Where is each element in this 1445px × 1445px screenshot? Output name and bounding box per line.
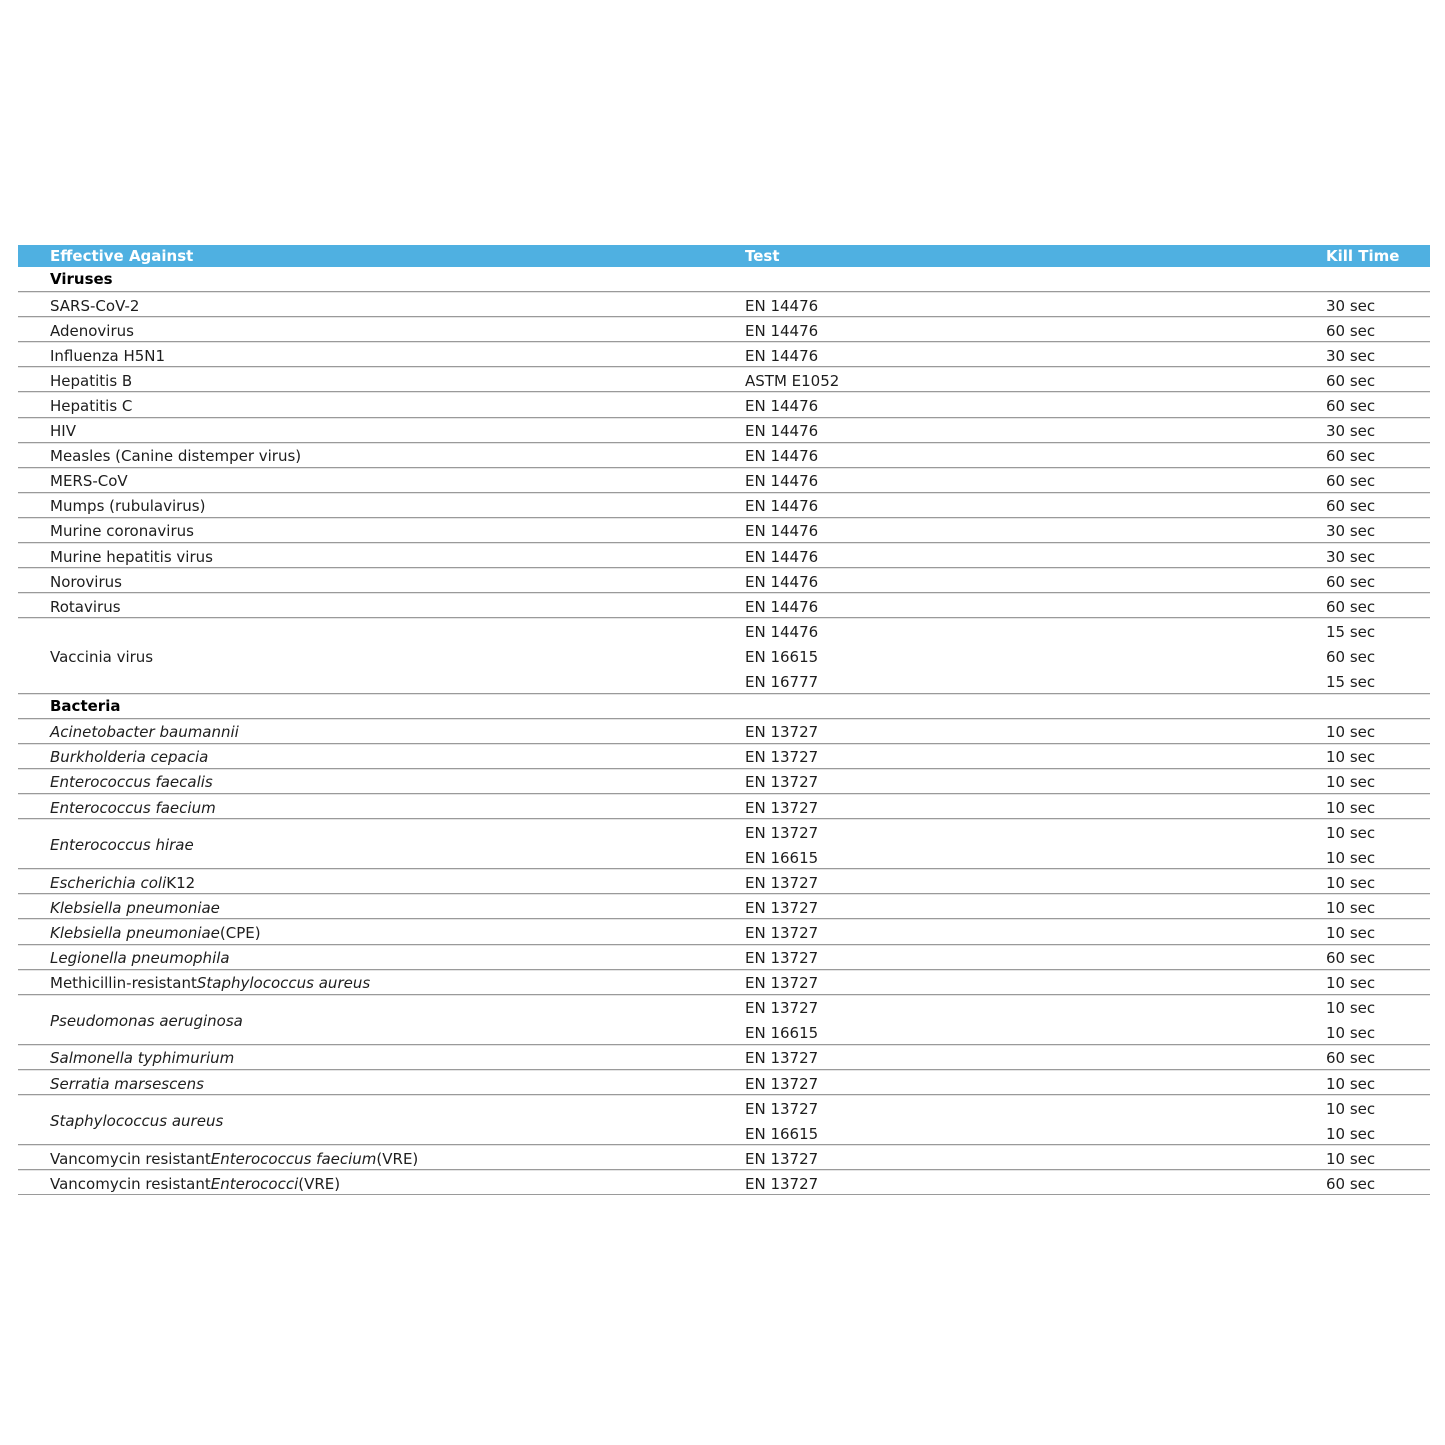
organism-name	[18, 996, 745, 1046]
organism-name-italic-part: Enterococcus faecalis	[50, 773, 213, 792]
organism-name-regular-part: (VRE)	[376, 1149, 419, 1168]
test-cell	[745, 720, 1326, 745]
test-cell	[745, 795, 1326, 820]
organism-name-regular-part: Norovirus	[50, 572, 122, 591]
kill-time-cell	[1326, 469, 1430, 494]
kill-time-cell	[1326, 720, 1430, 745]
kill-time: 60 sec	[1326, 1049, 1376, 1068]
table-row	[18, 543, 1430, 568]
kill-time-cell	[1326, 1171, 1430, 1196]
test-cell	[745, 1046, 1326, 1071]
table-row	[18, 869, 1430, 894]
kill-time: 10 sec	[1326, 999, 1376, 1018]
organism-name	[18, 870, 745, 895]
kill-time: 30 sec	[1326, 422, 1376, 441]
organism-name-regular-part: Vancomycin resistant	[50, 1149, 211, 1168]
test-cell	[745, 920, 1326, 945]
table-row	[18, 794, 1430, 819]
test-standard: EN 13727	[745, 723, 819, 742]
kill-time-cell	[1326, 795, 1430, 820]
table-row	[18, 1095, 1430, 1145]
kill-time: 10 sec	[1326, 873, 1376, 892]
kill-time: 60 sec	[1326, 949, 1376, 968]
table-row	[18, 919, 1430, 944]
test-cell	[745, 619, 1326, 694]
kill-time-cell	[1326, 1071, 1430, 1096]
organism-name	[18, 569, 745, 594]
test-standard: EN 13727	[745, 898, 819, 917]
kill-time: 10 sec	[1326, 798, 1376, 817]
kill-time-cell	[1326, 444, 1430, 469]
table-row	[18, 342, 1430, 367]
organism-name-italic-part: Enterococci	[210, 1174, 299, 1193]
organism-name-italic-part: Enterococcus faecium	[50, 798, 216, 817]
kill-time-cell	[1326, 293, 1430, 318]
organism-name	[18, 619, 745, 694]
test-cell	[745, 343, 1326, 368]
kill-time-cell	[1326, 946, 1430, 971]
table-row	[18, 1045, 1430, 1070]
kill-time: 60 sec	[1326, 321, 1376, 340]
organism-name-regular-part: HIV	[50, 422, 76, 441]
test-cell	[745, 494, 1326, 519]
kill-time-cell	[1326, 996, 1430, 1046]
organism-name	[18, 444, 745, 469]
test-cell	[745, 1071, 1326, 1096]
table-body	[18, 267, 1430, 1195]
organism-name	[18, 544, 745, 569]
organism-name	[18, 469, 745, 494]
organism-name-regular-part: MERS-CoV	[50, 472, 128, 491]
table-row	[18, 468, 1430, 493]
table-row	[18, 1170, 1430, 1195]
kill-time: 60 sec	[1326, 647, 1376, 666]
table-row	[18, 1070, 1430, 1095]
organism-name	[18, 419, 745, 444]
organism-name	[18, 594, 745, 619]
kill-time-cell	[1326, 318, 1430, 343]
kill-time-cell	[1326, 393, 1430, 418]
kill-time: 60 sec	[1326, 597, 1376, 616]
test-standard: EN 13727	[745, 974, 819, 993]
column-header-kill-time: Kill Time	[1326, 247, 1400, 265]
test-standard: EN 13727	[745, 924, 819, 942]
kill-time: 10 sec	[1326, 898, 1376, 917]
organism-name-italic-part: Enterococcus faecium	[210, 1149, 377, 1168]
organism-name-regular-part: Hepatitis B	[50, 371, 133, 390]
test-standard: EN 16615	[745, 647, 819, 666]
kill-time-cell	[1326, 920, 1430, 945]
kill-time: 60 sec	[1326, 447, 1376, 466]
test-cell	[745, 293, 1326, 318]
test-standard: EN 13727	[745, 773, 819, 792]
section-title: Viruses	[50, 270, 113, 289]
test-standard: EN 14476	[745, 472, 819, 491]
table-row	[18, 443, 1430, 468]
organism-name-italic-part: Serratia marsescens	[50, 1074, 204, 1093]
organism-name	[18, 745, 745, 770]
organism-name-italic-part: Enterococcus hirae	[50, 836, 194, 855]
organism-name-italic-part: Escherichia coli	[50, 873, 167, 892]
test-cell	[745, 1096, 1326, 1146]
kill-time: 30 sec	[1326, 346, 1376, 365]
test-standard: EN 16777	[745, 673, 819, 692]
kill-time-cell	[1326, 1096, 1430, 1146]
column-header-test: Test	[745, 247, 780, 265]
organism-name-regular-part: Hepatitis C	[50, 397, 133, 416]
kill-time: 10 sec	[1326, 974, 1376, 993]
kill-time-cell	[1326, 820, 1430, 870]
test-standard: EN 14476	[745, 547, 819, 566]
table-row	[18, 367, 1430, 392]
kill-time: 30 sec	[1326, 547, 1376, 566]
table-row	[18, 744, 1430, 769]
kill-time-cell	[1326, 519, 1430, 544]
test-standard: EN 13727	[745, 798, 819, 817]
kill-time: 10 sec	[1326, 1124, 1376, 1143]
kill-time-cell	[1326, 569, 1430, 594]
table-row	[18, 894, 1430, 919]
table-row	[18, 769, 1430, 794]
kill-time: 60 sec	[1326, 572, 1376, 591]
kill-time: 60 sec	[1326, 397, 1376, 416]
table-row	[18, 493, 1430, 518]
test-cell	[745, 1171, 1326, 1196]
test-cell	[745, 368, 1326, 393]
organism-name	[18, 946, 745, 971]
organism-name	[18, 1171, 745, 1196]
table-row	[18, 719, 1430, 744]
test-standard: ASTM E1052	[745, 371, 840, 390]
test-cell	[745, 569, 1326, 594]
organism-name-italic-part: Klebsiella pneumoniae	[50, 924, 220, 942]
test-standard: EN 13727	[745, 1149, 819, 1168]
test-cell	[745, 594, 1326, 619]
table-row	[18, 317, 1430, 342]
table-row	[18, 518, 1430, 543]
kill-time-cell	[1326, 971, 1430, 996]
test-cell	[745, 544, 1326, 569]
test-cell	[745, 971, 1326, 996]
test-standard: EN 14476	[745, 422, 819, 441]
table-row	[18, 618, 1430, 693]
organism-name-regular-part: Methicillin-resistant	[50, 974, 197, 993]
test-cell	[745, 820, 1326, 870]
test-standard: EN 13727	[745, 748, 819, 767]
organism-name-italic-part: Legionella pneumophila	[50, 949, 230, 968]
kill-time: 10 sec	[1326, 1099, 1376, 1118]
kill-time: 10 sec	[1326, 748, 1376, 767]
test-standard: EN 13727	[745, 873, 819, 892]
table-row	[18, 568, 1430, 593]
kill-time-cell	[1326, 419, 1430, 444]
kill-time: 30 sec	[1326, 522, 1376, 541]
table-row	[18, 970, 1430, 995]
organism-name-regular-part: Adenovirus	[50, 321, 134, 340]
organism-name	[18, 293, 745, 318]
organism-name-regular-part: K12	[166, 873, 196, 892]
kill-time-cell	[1326, 619, 1430, 694]
organism-name-regular-part: Influenza H5N1	[50, 346, 166, 365]
kill-time: 60 sec	[1326, 472, 1376, 491]
test-standard: EN 14476	[745, 321, 819, 340]
kill-time-cell	[1326, 594, 1430, 619]
test-cell	[745, 770, 1326, 795]
kill-time: 60 sec	[1326, 1174, 1376, 1193]
kill-time-cell	[1326, 1146, 1430, 1171]
kill-time-cell	[1326, 895, 1430, 920]
test-cell	[745, 895, 1326, 920]
kill-time: 10 sec	[1326, 848, 1376, 867]
organism-name	[18, 1046, 745, 1071]
kill-time: 10 sec	[1326, 1024, 1376, 1043]
test-cell	[745, 745, 1326, 770]
organism-name	[18, 1071, 745, 1096]
table-row	[18, 995, 1430, 1045]
organism-name	[18, 368, 745, 393]
test-standard: EN 14476	[745, 522, 819, 541]
test-standard: EN 14476	[745, 296, 819, 315]
kill-time: 60 sec	[1326, 371, 1376, 390]
test-standard: EN 16615	[745, 1024, 819, 1043]
organism-name-italic-part: Pseudomonas aeruginosa	[50, 1011, 243, 1030]
organism-name-italic-part: Staphylococcus aureus	[196, 974, 371, 993]
organism-name	[18, 820, 745, 870]
test-standard: EN 13727	[745, 1049, 819, 1068]
test-cell	[745, 419, 1326, 444]
organism-name	[18, 519, 745, 544]
kill-time-cell	[1326, 745, 1430, 770]
test-cell	[745, 996, 1326, 1046]
kill-time: 30 sec	[1326, 296, 1376, 315]
kill-time: 10 sec	[1326, 1074, 1376, 1093]
test-standard: EN 14476	[745, 622, 819, 641]
test-standard: EN 13727	[745, 1174, 819, 1193]
organism-name	[18, 318, 745, 343]
organism-name-regular-part: Murine coronavirus	[50, 522, 194, 541]
organism-name-regular-part: Vancomycin resistant	[50, 1174, 211, 1193]
test-cell	[745, 393, 1326, 418]
organism-name-regular-part: SARS-CoV-2	[50, 296, 140, 315]
organism-name-regular-part: Measles (Canine distemper virus)	[50, 447, 302, 466]
organism-name-regular-part: Rotavirus	[50, 597, 121, 616]
organism-name	[18, 971, 745, 996]
organism-name-regular-part: (VRE)	[298, 1174, 341, 1193]
table-row	[18, 418, 1430, 443]
kill-time-cell	[1326, 494, 1430, 519]
organism-name	[18, 494, 745, 519]
efficacy-table	[18, 245, 1430, 1195]
organism-name	[18, 1096, 745, 1146]
organism-name-italic-part: Klebsiella pneumoniae	[50, 898, 220, 917]
table-row	[18, 593, 1430, 618]
organism-name	[18, 895, 745, 920]
table-header-row	[18, 245, 1430, 267]
test-standard: EN 13727	[745, 999, 819, 1018]
test-cell	[745, 946, 1326, 971]
kill-time-cell	[1326, 870, 1430, 895]
kill-time: 60 sec	[1326, 497, 1376, 516]
organism-name-regular-part: Vaccinia virus	[50, 647, 154, 666]
test-standard: EN 14476	[745, 447, 819, 466]
table-row	[18, 819, 1430, 869]
test-standard: EN 16615	[745, 1124, 819, 1143]
test-cell	[745, 519, 1326, 544]
test-standard: EN 14476	[745, 397, 819, 416]
organism-name-regular-part: Murine hepatitis virus	[50, 547, 213, 566]
column-header-effective-against: Effective Against	[50, 247, 194, 265]
kill-time: 10 sec	[1326, 773, 1376, 792]
kill-time: 10 sec	[1326, 823, 1376, 842]
organism-name	[18, 343, 745, 368]
kill-time-cell	[1326, 544, 1430, 569]
organism-name	[18, 920, 745, 945]
kill-time: 15 sec	[1326, 673, 1376, 692]
test-standard: EN 14476	[745, 497, 819, 516]
test-standard: EN 14476	[745, 597, 819, 616]
test-standard: EN 13727	[745, 823, 819, 842]
kill-time: 10 sec	[1326, 1149, 1376, 1168]
kill-time-cell	[1326, 343, 1430, 368]
organism-name-italic-part: Staphylococcus aureus	[50, 1112, 224, 1131]
organism-name	[18, 720, 745, 745]
table-row	[18, 945, 1430, 970]
organism-name	[18, 770, 745, 795]
test-standard: EN 13727	[745, 1074, 819, 1093]
test-standard: EN 13727	[745, 1099, 819, 1118]
table-row	[18, 292, 1430, 317]
test-cell	[745, 469, 1326, 494]
organism-name-italic-part: Burkholderia cepacia	[50, 748, 209, 767]
section-title: Bacteria	[50, 697, 121, 716]
test-standard: EN 16615	[745, 848, 819, 867]
kill-time: 10 sec	[1326, 723, 1376, 742]
organism-name-regular-part: Mumps (rubulavirus)	[50, 497, 206, 516]
test-standard: EN 14476	[745, 572, 819, 591]
test-cell	[745, 870, 1326, 895]
table-row	[18, 392, 1430, 417]
organism-name-regular-part: (CPE)	[219, 924, 261, 942]
section-header-row	[18, 267, 1430, 292]
section-header-row	[18, 694, 1430, 719]
test-cell	[745, 318, 1326, 343]
organism-name	[18, 1146, 745, 1171]
test-cell	[745, 444, 1326, 469]
organism-name	[18, 393, 745, 418]
organism-name-italic-part: Acinetobacter baumannii	[50, 723, 239, 742]
kill-time: 15 sec	[1326, 622, 1376, 641]
organism-name-italic-part: Salmonella typhimurium	[50, 1049, 235, 1068]
kill-time-cell	[1326, 770, 1430, 795]
test-standard: EN 13727	[745, 949, 819, 968]
kill-time-cell	[1326, 368, 1430, 393]
test-standard: EN 14476	[745, 346, 819, 365]
test-cell	[745, 1146, 1326, 1171]
table-row	[18, 1145, 1430, 1170]
kill-time-cell	[1326, 1046, 1430, 1071]
kill-time: 10 sec	[1326, 924, 1376, 942]
organism-name	[18, 795, 745, 820]
